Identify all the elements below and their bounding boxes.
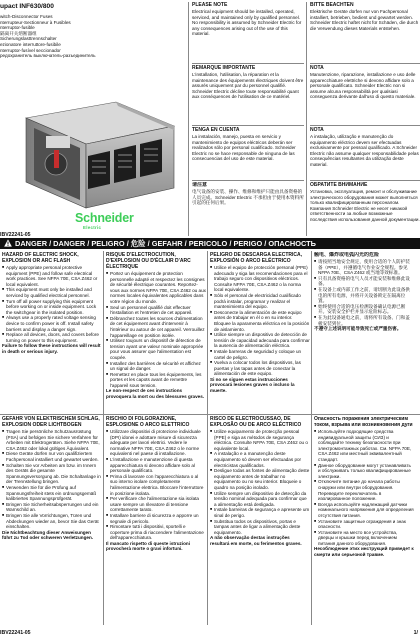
danger-list [210, 265, 310, 377]
notice-block [192, 127, 304, 185]
danger-item: ■ Vuelva a colocar todos los dispositivos, las puertas y las tapas antes de conectar la alimentación de este equipo. [210, 360, 310, 377]
divider [188, 2, 189, 236]
divider [192, 180, 304, 181]
divider [192, 125, 304, 126]
danger-block [2, 252, 102, 412]
danger-item: ■ Установите на место все устройства, дверцы и крышки перед включением питания данного оборудования. [314, 530, 414, 547]
danger-item: ■ Всегда используйте надлежащий датчики номинального напряжения для определения отсутствия питания. [314, 502, 414, 519]
notice-title: ОБРАТИТЕ ВНИМАНИЕ [310, 182, 368, 188]
danger-list [210, 429, 310, 535]
divider [311, 251, 312, 625]
danger-item: ■ Apply appropriate personal protective equipment (PPE) and follow safe electrical work practices. See NFPA 70E, CSA Z462 or local equivalent. [2, 265, 102, 287]
danger-list [106, 429, 206, 541]
danger-item: ■ This equipment must only be installed and serviced by qualified electrical personnel. [2, 287, 102, 298]
danger-item: ■ A instalação e a manutenção deste equipamento só devem ser efectuadas por electricistas qualificados. [210, 451, 310, 468]
notice-text: Elektrische Geräte dürfen nur von Fachpersonal installiert, betrieben, bedient und gewartet werden. Schneider Electric haftet nicht für Schäden, die durch die Verwendung dieses Materials entstehen. [310, 9, 419, 31]
notice-text: La instalación, manejo, puesta en servicio y mantenimiento de equipos eléctricos deberán ser realizados sólo por personal cualificado. Schneider Electric no se hace responsable de ninguna de las consecuencias del uso de este material. [192, 134, 296, 162]
danger-item: ■ Utilize sempre um dispositivo de detecção da tensão nominal adequada para confirmar que a alimentação está desligada. [210, 491, 310, 508]
danger-warning: A não observação destas instruções resultará em morte, ou ferimentos graves. [210, 535, 302, 546]
notice-title: PLEASE NOTE [192, 2, 228, 8]
danger-title: PELIGRO DE DESCARGA ELÉCTRICA, EXPLOSIÓN O ARCO ELÉCTRICO [210, 252, 303, 264]
notice-title: NOTA [310, 65, 324, 71]
danger-block [2, 416, 102, 626]
product-title: upact INF630/800 [0, 3, 54, 10]
danger-list [106, 271, 206, 388]
danger-banner [0, 238, 420, 249]
product-name: witch-Disconnector Fuses [0, 14, 53, 19]
divider [207, 251, 208, 625]
divider [306, 2, 307, 236]
danger-warning: Le non-respect de ces instructions provoquera la mort ou des blessures graves. [106, 388, 205, 400]
product-name: nterrupteur-Sectionneur à Fusibles [0, 19, 71, 25]
notice-title: TENGA EN CUENTA [192, 127, 240, 133]
notice-block [310, 182, 420, 236]
danger-item: ■ Débranchez toutes les sources d'alimentation de cet équipement avant d'intervenir à l'intérieur ou autour de cet appareil. Verrouillez l'appareillage en position isolée. [106, 316, 206, 338]
danger-item: ■ Remettez en place tous les équipements, les portes et les capots avant de remettre l'appareil sous tension. [106, 372, 206, 389]
product-name: редохранитель выключатель-разъединитель [0, 53, 96, 59]
danger-item: ■ Installez des barrières de sécurité et affichez un signal de danger. [106, 361, 206, 372]
notice-title: BITTE BEACHTEN [310, 2, 354, 8]
product-photo [6, 96, 182, 212]
danger-title: HAZARD OF ELECTRIC SHOCK, EXPLOSION OR ARC FLASH [2, 252, 79, 264]
divider [192, 63, 304, 64]
danger-item: ■ Installare barriere di sicurezza e apporre un segnale di pericolo. [106, 513, 206, 524]
notice-block [192, 182, 304, 236]
danger-warning: Die Nichtbeachtung dieser Anweisungen führt zu Tod oder schweren Verletzungen. [2, 529, 94, 541]
notice-text: Electrical equipment should be installed, operated, serviced, and maintained only by qualified personnel. No responsibility is assumed by Schneider Electric for any consequences arising out of the use of this material. [192, 9, 302, 37]
danger-block [106, 252, 206, 412]
danger-warning: Failure to follow these instructions will result in death or serious injury. [2, 343, 101, 354]
danger-block [314, 252, 414, 412]
danger-title: Опасность поражения электрическим током, взрыва или возникновения дуги [314, 416, 413, 428]
product-name: nterruptor-fusível seccionador [0, 47, 61, 53]
notice-block [310, 65, 420, 123]
document-number-footer: IBV22241-05 [0, 630, 31, 636]
danger-title: RISQUE D'ÉLECTROCUTION, D'EXPLOSION OU D'ÉCLAIR D'ARC ÉLECTRIQUE [106, 252, 191, 270]
notice-text: 电气设备的安装、操作、维修和维护只能由具备资格的人员完成。Schneider Electric 不承担由于使用本资料所引起的任何后果。 [192, 189, 304, 206]
danger-warning: 不遵守上述说明可能导致死亡或严重伤害。 [314, 326, 402, 332]
notice-text: L'installation, l'utilisation, la réparation et la maintenance des équipements électriques doivent être assurés uniquement par du personnel qualifié. Schneider Electric décline toute responsabilité quant aux conséquences de l'utilisation de ce matériel. [192, 72, 304, 100]
notice-title: REMARQUE IMPORTANTE [192, 65, 256, 71]
danger-block [210, 252, 310, 412]
danger-item: ■ Turn off all power supplying this equipment before working on or inside equipment. Lock the switchgear in the isolated position. [2, 299, 102, 316]
divider [103, 251, 104, 625]
danger-list [2, 265, 102, 343]
brand-logo [75, 212, 145, 230]
notice-text: Установка, эксплуатация, ремонт и обслуживание электрического оборудования может выполняться только квалифицированным персоналом. Компания Schneider Electric не несет никакой ответственности за любые возможные последствия использования данной документации. [310, 189, 420, 222]
danger-block [314, 416, 414, 626]
notice-block [310, 127, 420, 185]
notice-column-2 [310, 2, 420, 236]
danger-item: ■ Sólo el personal de electricidad cualificado podrá instalar, programar y realizar el mantenimiento del equipo. [210, 293, 310, 310]
notice-column-1 [192, 2, 304, 236]
danger-list [2, 429, 102, 530]
danger-item: ■ Utilice siempre un dispositivo de detección de tensión de capacidad adecuada para confirmar la ausencia de alimentación eléctrica. [210, 332, 310, 349]
brand-tagline: Electric [83, 225, 102, 230]
danger-banner-text: DANGER / DANGER / PELIGRO / 危险 / GEFAHR / PERICOLO / PERIGO / ОПАСНОСТЬ [15, 239, 316, 248]
product-identification [0, 0, 188, 59]
product-names [0, 14, 188, 59]
danger-item: ■ Diese Geräte dürfen nur von qualifiziertem Fachpersonal installiert und gewartet werden. [2, 451, 102, 462]
danger-item: ■ Установите защитные ограждения и знак опасности. [314, 519, 414, 530]
danger-item: ■ Desligue todas as fontes de alimentação deste equipamento antes de trabalhar no equipamento ou no seu interior. Bloqueie o quadro na posição isolado. [210, 468, 310, 490]
danger-item: ■ Tragen Sie persönliche Schutzausrüstung (PSA) und befolgen Sie sichere Verfahren für Arbeiten mit Elektrogeräten. Siehe NFPA 70E, CSA Z462 oder lokal gültiges Äquivalent. [2, 429, 102, 451]
danger-list [314, 429, 414, 546]
notice-title: NOTA [310, 127, 324, 133]
danger-item: ■ Отключите питание до начала работы снаружи или внутри оборудования. Переведите переключатель в изолированное положение. [314, 479, 414, 501]
notice-block [192, 2, 304, 60]
danger-warning: Несоблюдение этих инструкций приведет к смерти или серьезной травме. [314, 546, 414, 558]
danger-list [314, 259, 414, 326]
danger-warning: Il mancato rispetto di queste istruzioni provocherà morte o gravi infortuni. [106, 540, 190, 552]
notice-text: A instalação, utilização e manutenção do equipamento eléctrico devem ser efectuadas exclusivamente por pessoal qualificado. A Schneider Electric não assume qualquer responsabilidade pelas consequências resultantes da utilização deste material. [310, 134, 419, 167]
danger-item: ■ Instale barreiras de segurança e apresente um sinal de perigo. [210, 507, 310, 518]
notice-title: 请注意 [192, 182, 208, 188]
danger-item: ■ L'installazione e manutenzione di questa apparecchiatura si devono affidare solo al personale qualificato. [106, 457, 206, 474]
danger-block [106, 416, 206, 626]
danger-title: GEFAHR VON ELEKTRISCHEM SCHLAG, EXPLOSION ODER LICHTBOGEN [2, 416, 100, 428]
danger-item: ■ 请按照当地安全规定，使用合适的个人防护装备（PPE），并遵循电气作业安全规程。参见 NFPA 70E、CSA Z462 或当地等效标准。 [314, 259, 414, 276]
product-name: ezionatore interruttore-fusibile [0, 41, 61, 47]
document-number: IBV22241-05 [0, 232, 31, 238]
danger-item: ■ Instale barreras de seguridad y coloque un cartel de peligro. [210, 349, 310, 360]
danger-item: ■ Portez un équipement de protection personnelle adapté et respectez les consignes de sécurité électrique courantes. Reportez-vous aux normes NFPA 70E, CSA Z462 ou aux normes locales équivalentes applicables dans votre région du monde. [106, 271, 206, 305]
divider [310, 63, 420, 64]
danger-block [210, 416, 310, 626]
danger-item: ■ Seul un personnel qualifié doit effectuer l'installation et l'entretien de cet appareil. [106, 305, 206, 316]
divider [0, 414, 420, 415]
danger-title: 触电、爆炸或电弧闪光的危险 [314, 252, 380, 258]
danger-item: ■ Utilice el equipo de protección personal (PPE) adecuado y siga las recomendaciones para el trabajo seguro con dispositivos eléctricos. Consulte NFPA 70E, CSA Z462 o la norma local equivalente. [210, 265, 310, 293]
divider [310, 180, 420, 181]
danger-item: ■ 只有具备资格的电气人员才能安装和维修此设备。 [314, 276, 414, 287]
page-number: 1/ [413, 630, 418, 636]
danger-item: ■ Bringen Sie Sicherheitsabsperrungen und ein Warnschild an. [2, 502, 102, 513]
danger-item: ■ Utilisez toujours un dispositif de détection de tension ayant une valeur nominale appropriée pour vous assurer que l'alimentation est coupée. [106, 338, 206, 360]
danger-title: RISCO DE ELECTROCUSSÃO, DE EXPLOSÃO OU DE ARCO ELÉCTRICO [210, 416, 302, 428]
product-name: 隔离开关熔断器组 [0, 30, 37, 36]
notice-block [310, 2, 420, 60]
warning-triangle-icon [4, 239, 12, 247]
notice-text: Manutenzione, riparazione, installazione e uso delle apparecchiature elettriche si devono affidare solo a personale qualificato. Schneider Electric non si assume alcuna responsabilità per qualsiasi conseguenza derivante dall'uso di questo materiale. [310, 72, 416, 100]
product-name: Sicherungslasttrennschalter [0, 36, 57, 42]
danger-item: ■ Данное оборудование могут устанавливать и обслуживать только квалифицированные электрики. [314, 463, 414, 480]
danger-item: ■ Schalten Sie vor Arbeiten am bzw. im Innern des Geräts die gesamte Spannungsversorgung ab. Die Schaltanlage in der Trennstellung bringen. [2, 463, 102, 485]
danger-item: ■ Per verificare che l'alimentazione sia isolata usare sempre un rilevatore di tensione correttamente tarato. [106, 496, 206, 513]
danger-item: ■ 始终使用合适的电压检测设备确认电源已断开。安装安全护栏并显示危险标志。 [314, 304, 414, 315]
danger-item: ■ 在设备上或内部工作之前，请切断为此设备供电的所有电源，并将开关设备锁定在隔离位置。 [314, 287, 414, 304]
danger-item: ■ Utilize equipamento de protecção pessoal (PPE) e siga as métodos de segurança eléctrica. Consulte NFPA 70E, CSA Z462 ou o equivalente local. [210, 429, 310, 451]
danger-item: ■ Prima di lavorare con l'apparecchiatura o al suo interno isolare completamente l'alimentazione elettrica. Bloccare l'interruttore in posizione isolata. [106, 474, 206, 496]
danger-item: ■ 在为此设备通电之前，请将所有设备、门和盖板安装到位。 [314, 315, 414, 326]
notice-block [192, 65, 304, 123]
danger-item: ■ Используйте подходящие средства индивидуальной защиты (СИЗ) и соблюдайте технику безопасности при электромонтажных работах. См. NFPA 70E, CSA Z462 или местный эквивалентный стандарт. [314, 429, 414, 463]
brand-name: Schneider [75, 211, 134, 225]
danger-item: ■ Substitua todos os dispositivos, portas e tampas antes de ligar a alimentação deste equipamento. [210, 519, 310, 536]
danger-warning: Si no se siguen estas instrucciones provocará lesiones graves o incluso la muerte. [210, 376, 295, 394]
divider [310, 125, 420, 126]
danger-item: ■ Replace all devices, doors, and covers before turning on power to this equipment. [2, 332, 102, 343]
danger-title: RISCHIO DI FOLGORAZIONE, ESPLOSIONE O ARCO ELETTRICO [106, 416, 190, 428]
product-name: nterruptor-fusible [0, 25, 35, 31]
danger-item: ■ Bringen Sie alle Vorrichtungen, Türen und Abdeckungen wieder an, bevor Sie das Gerät einschalten. [2, 513, 102, 530]
danger-item: ■ Rimontare tutti i dispositivi, sportelli e coperture prima di riaccendere l'alimentazione dell'apparecchiatura. [106, 524, 206, 541]
danger-item: ■ Desconecte la alimentación de este equipo antes de trabajar en él o en su interior. Bloquee la aparamenta eléctrica en la posición de aislamiento. [210, 310, 310, 332]
danger-item: ■ Always use a properly rated voltage sensing device to confirm power is off. Install safety barriers and display a danger sign. [2, 315, 102, 332]
danger-item: ■ Verwenden Sie für die Prüfung auf Spannungsfreiheit stets ein ordnungsgemäß kalibriertes Spannungsprüfgerät. [2, 485, 102, 502]
danger-item: ■ Utilizzare dispositivi di protezione individuale (DPI) idonei e adottare misure di sicurezza adeguate per lavori elettrici. Vedere le normative NFPA 70E, CSA Z462 o le norme equivalenti nel paese di installazione. [106, 429, 206, 457]
